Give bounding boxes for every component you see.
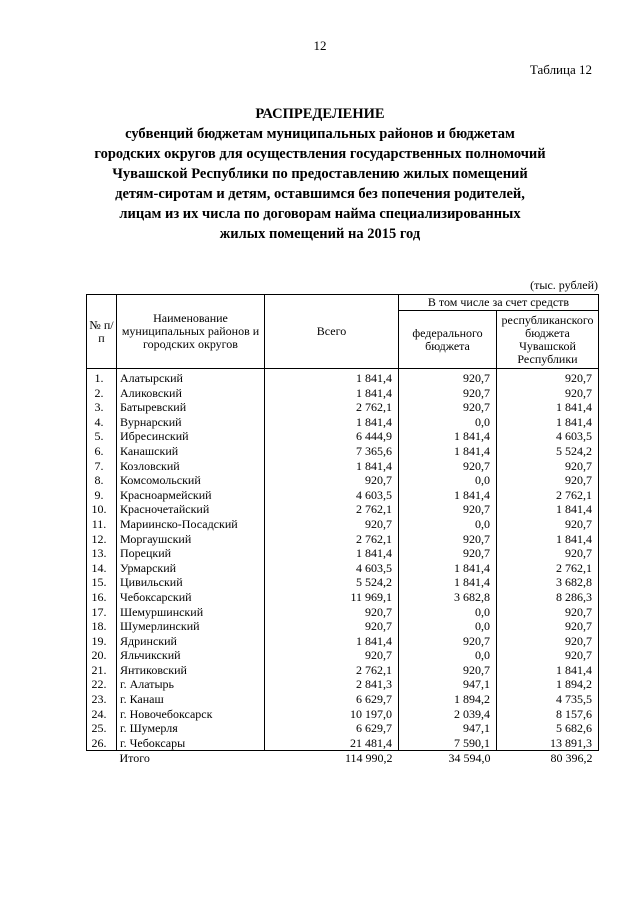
table-row	[87, 386, 599, 401]
cell-num: 15.	[87, 575, 117, 590]
cell-republic: 920,7	[497, 546, 599, 561]
table-row	[87, 692, 599, 707]
cell-num: 26.	[87, 736, 117, 751]
cell-num: 3.	[87, 400, 117, 415]
cell-name: Батыревский	[117, 400, 265, 415]
table-row	[87, 648, 599, 663]
cell-num: 24.	[87, 707, 117, 722]
table-row	[87, 488, 599, 503]
table-body	[87, 369, 599, 767]
cell-republic: 8 157,6	[497, 707, 599, 722]
cell-num: 25.	[87, 721, 117, 736]
cell-republic: 4 603,5	[497, 429, 599, 444]
cell-name: Аликовский	[117, 386, 265, 401]
cell-republic: 920,7	[497, 634, 599, 649]
cell-total: 1 841,4	[265, 369, 399, 386]
table-row	[87, 561, 599, 576]
cell-federal: 920,7	[399, 459, 497, 474]
table-row	[87, 429, 599, 444]
cell-total: 1 841,4	[265, 415, 399, 430]
cell-num	[87, 751, 117, 766]
cell-republic: 920,7	[497, 459, 599, 474]
distribution-table	[86, 294, 599, 766]
cell-republic: 920,7	[497, 619, 599, 634]
cell-total: 7 365,6	[265, 444, 399, 459]
cell-num: 19.	[87, 634, 117, 649]
cell-num: 18.	[87, 619, 117, 634]
cell-total: 1 841,4	[265, 634, 399, 649]
cell-total: 920,7	[265, 619, 399, 634]
table-row	[87, 444, 599, 459]
header-federal: федерального бюджета	[399, 311, 497, 369]
cell-republic: 5 682,6	[497, 721, 599, 736]
cell-name: Порецкий	[117, 546, 265, 561]
cell-total: 21 481,4	[265, 736, 399, 751]
cell-name: Шумерлинский	[117, 619, 265, 634]
cell-republic: 1 841,4	[497, 415, 599, 430]
cell-total: 2 762,1	[265, 532, 399, 547]
page-number: 12	[313, 38, 327, 53]
cell-federal: 920,7	[399, 386, 497, 401]
cell-name: Красноармейский	[117, 488, 265, 503]
cell-total: 1 841,4	[265, 386, 399, 401]
cell-republic: 920,7	[497, 605, 599, 620]
cell-total: 6 629,7	[265, 721, 399, 736]
title-line: жилых помещений на 2015 год	[219, 226, 421, 242]
cell-federal: 920,7	[399, 663, 497, 678]
cell-republic: 5 524,2	[497, 444, 599, 459]
table-row	[87, 575, 599, 590]
cell-name: Цивильский	[117, 575, 265, 590]
cell-name: Вурнарский	[117, 415, 265, 430]
cell-name: Ядринский	[117, 634, 265, 649]
cell-federal: 1 841,4	[399, 488, 497, 503]
cell-num: 8.	[87, 473, 117, 488]
cell-num: 6.	[87, 444, 117, 459]
cell-num: 13.	[87, 546, 117, 561]
cell-total: 920,7	[265, 517, 399, 532]
cell-name: г. Чебоксары	[117, 736, 265, 751]
title-line: субвенций бюджетам муниципальных районов и бюджетам	[125, 126, 515, 142]
cell-num: 16.	[87, 590, 117, 605]
cell-federal: 3 682,8	[399, 590, 497, 605]
cell-federal: 0,0	[399, 517, 497, 532]
cell-total: 4 603,5	[265, 488, 399, 503]
units-label: (тыс. рублей)	[530, 278, 598, 292]
cell-num: 9.	[87, 488, 117, 503]
cell-federal: 947,1	[399, 677, 497, 692]
cell-total: 2 762,1	[265, 502, 399, 517]
cell-name: Урмарский	[117, 561, 265, 576]
title-heading: РАСПРЕДЕЛЕНИЕ	[255, 106, 385, 122]
cell-total: 6 629,7	[265, 692, 399, 707]
cell-total: 2 762,1	[265, 663, 399, 678]
cell-republic: 4 735,5	[497, 692, 599, 707]
table-row	[87, 663, 599, 678]
cell-total: 114 990,2	[344, 751, 393, 766]
cell-republic: 13 891,3	[497, 736, 599, 751]
cell-republic: 920,7	[497, 369, 599, 386]
table-row	[87, 459, 599, 474]
cell-republic: 1 841,4	[497, 532, 599, 547]
title-line: городских округов для осуществления государственных полномочий	[94, 146, 546, 162]
cell-federal: 1 841,4	[399, 575, 497, 590]
title-line: Чувашской Республики по предоставлению жилых помещений	[112, 166, 528, 182]
cell-num: 12.	[87, 532, 117, 547]
cell-num: 17.	[87, 605, 117, 620]
cell-name: г. Шумерля	[117, 721, 265, 736]
cell-federal: 0,0	[399, 648, 497, 663]
cell-republic: 1 841,4	[497, 663, 599, 678]
cell-total: 920,7	[265, 605, 399, 620]
cell-federal: 920,7	[399, 634, 497, 649]
cell-num: 10.	[87, 502, 117, 517]
table-row	[87, 415, 599, 430]
table-row	[87, 502, 599, 517]
cell-federal: 0,0	[399, 605, 497, 620]
table-row	[87, 546, 599, 561]
cell-name: Ибресинский	[117, 429, 265, 444]
cell-federal: 920,7	[399, 400, 497, 415]
table-row	[87, 517, 599, 532]
cell-total: 6 444,9	[265, 429, 399, 444]
cell-name: г. Канаш	[117, 692, 265, 707]
cell-num: 1.	[87, 369, 117, 386]
cell-total: 2 841,3	[265, 677, 399, 692]
cell-republic: 920,7	[497, 473, 599, 488]
cell-total: 11 969,1	[265, 590, 399, 605]
cell-num: 21.	[87, 663, 117, 678]
document-title	[0, 104, 640, 244]
cell-name: Итого	[119, 751, 150, 766]
cell-total: 920,7	[265, 473, 399, 488]
cell-republic: 920,7	[497, 517, 599, 532]
header-republic: республиканского бюджета Чувашской Республики	[497, 311, 599, 369]
cell-republic: 80 396,2	[550, 751, 593, 766]
header-including: В том числе за счет средств	[399, 295, 599, 311]
cell-republic: 1 894,2	[497, 677, 599, 692]
cell-republic: 1 841,4	[497, 502, 599, 517]
title-line: детям-сиротам и детям, оставшимся без попечения родителей,	[115, 186, 525, 202]
table-row	[87, 532, 599, 547]
table-row	[87, 369, 599, 386]
cell-federal: 0,0	[399, 473, 497, 488]
table-row	[87, 736, 599, 751]
cell-name: Мариинско-Посадский	[117, 517, 265, 532]
cell-name: Комсомольский	[117, 473, 265, 488]
cell-num: 23.	[87, 692, 117, 707]
cell-num: 7.	[87, 459, 117, 474]
table-row	[87, 707, 599, 722]
cell-republic: 2 762,1	[497, 488, 599, 503]
cell-republic: 2 762,1	[497, 561, 599, 576]
cell-num: 4.	[87, 415, 117, 430]
cell-num: 11.	[87, 517, 117, 532]
cell-federal: 1 841,4	[399, 444, 497, 459]
cell-name: Алатырский	[117, 369, 265, 386]
cell-republic: 8 286,3	[497, 590, 599, 605]
cell-total: 1 841,4	[265, 459, 399, 474]
cell-republic: 920,7	[497, 386, 599, 401]
cell-federal: 0,0	[399, 415, 497, 430]
cell-total: 5 524,2	[265, 575, 399, 590]
cell-num: 20.	[87, 648, 117, 663]
cell-federal: 947,1	[399, 721, 497, 736]
cell-name: Козловский	[117, 459, 265, 474]
cell-name: г. Новочебоксарск	[117, 707, 265, 722]
cell-total: 4 603,5	[265, 561, 399, 576]
cell-republic: 1 841,4	[497, 400, 599, 415]
cell-num: 5.	[87, 429, 117, 444]
cell-federal: 1 841,4	[399, 429, 497, 444]
cell-total: 2 762,1	[265, 400, 399, 415]
cell-republic: 3 682,8	[497, 575, 599, 590]
cell-num: 2.	[87, 386, 117, 401]
cell-federal: 1 841,4	[399, 561, 497, 576]
cell-name: Шемуршинский	[117, 605, 265, 620]
cell-name: Яльчикский	[117, 648, 265, 663]
total-row	[87, 751, 599, 766]
cell-total: 1 841,4	[265, 546, 399, 561]
table-row	[87, 605, 599, 620]
cell-federal: 2 039,4	[399, 707, 497, 722]
header-num: № п/п	[87, 295, 117, 369]
title-line: лицам из их числа по договорам найма специализированных	[119, 206, 521, 222]
table-row	[87, 400, 599, 415]
cell-name: Красночетайский	[117, 502, 265, 517]
header-name: Наименование муниципальных районов и городских округов	[117, 295, 265, 369]
header-total: Всего	[265, 295, 399, 369]
table-label: Таблица 12	[529, 62, 592, 77]
cell-name: Моргаушский	[117, 532, 265, 547]
cell-name: Чебоксарский	[117, 590, 265, 605]
cell-federal: 920,7	[399, 502, 497, 517]
table-row	[87, 721, 599, 736]
cell-federal: 1 894,2	[399, 692, 497, 707]
cell-federal: 920,7	[399, 532, 497, 547]
cell-federal: 920,7	[399, 546, 497, 561]
table-row	[87, 590, 599, 605]
table-row	[87, 634, 599, 649]
cell-federal: 34 594,0	[448, 751, 491, 766]
table-row	[87, 619, 599, 634]
cell-federal: 920,7	[399, 369, 497, 386]
cell-total: 920,7	[265, 648, 399, 663]
cell-name: Янтиковский	[117, 663, 265, 678]
table-row	[87, 677, 599, 692]
cell-federal: 0,0	[399, 619, 497, 634]
cell-num: 14.	[87, 561, 117, 576]
cell-federal: 7 590,1	[399, 736, 497, 751]
cell-num: 22.	[87, 677, 117, 692]
cell-name: Канашский	[117, 444, 265, 459]
cell-total: 10 197,0	[265, 707, 399, 722]
cell-republic: 920,7	[497, 648, 599, 663]
table-row	[87, 473, 599, 488]
cell-name: г. Алатырь	[117, 677, 265, 692]
